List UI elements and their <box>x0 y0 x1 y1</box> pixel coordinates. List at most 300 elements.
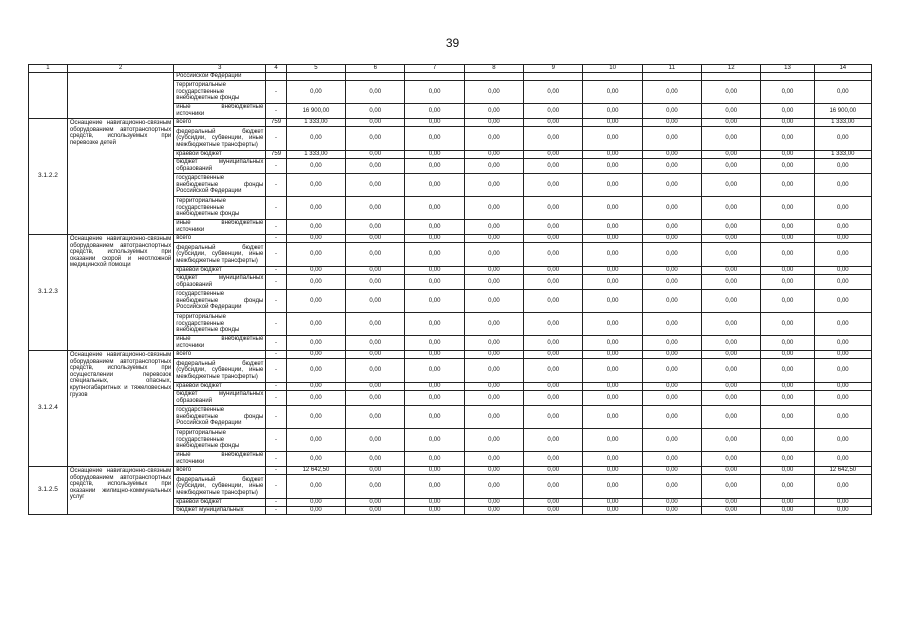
value-cell: 0,00 <box>286 359 345 383</box>
value-cell: 0,00 <box>286 290 345 313</box>
code-cell: - <box>266 351 286 359</box>
value-cell: 0,00 <box>761 174 814 197</box>
value-cell: 0,00 <box>761 104 814 119</box>
code-cell: - <box>266 391 286 406</box>
code-cell: - <box>266 159 286 174</box>
value-cell: 0,00 <box>642 197 701 220</box>
value-cell: 0,00 <box>642 127 701 151</box>
value-cell: 0,00 <box>286 159 345 174</box>
value-cell: 0,00 <box>702 290 761 313</box>
value-cell: 12 642,50 <box>286 467 345 475</box>
value-cell: 0,00 <box>464 351 523 359</box>
column-header: 4 <box>266 65 286 73</box>
value-cell <box>761 73 814 81</box>
value-cell: 0,00 <box>702 359 761 383</box>
value-cell: 0,00 <box>286 220 345 235</box>
value-cell: 0,00 <box>405 452 464 467</box>
item-description-cell: Оснащение навигационно-связным оборудованием автотранспортных средств, используемых при оказании скорой и неотложной медицинской помощи <box>67 235 173 351</box>
code-cell: - <box>266 290 286 313</box>
value-cell: 0,00 <box>524 383 583 391</box>
value-cell: 0,00 <box>346 159 405 174</box>
value-cell: 0,00 <box>524 243 583 267</box>
value-cell: 0,00 <box>405 151 464 159</box>
value-cell: 0,00 <box>464 159 523 174</box>
value-cell: 0,00 <box>346 452 405 467</box>
value-cell: 0,00 <box>405 290 464 313</box>
code-cell: - <box>266 429 286 452</box>
value-cell: 0,00 <box>464 243 523 267</box>
value-cell: 0,00 <box>405 507 464 515</box>
value-cell: 0,00 <box>524 406 583 429</box>
value-cell: 0,00 <box>464 391 523 406</box>
code-cell: - <box>266 81 286 104</box>
value-cell: 0,00 <box>702 275 761 290</box>
funding-source-cell: краевой бюджет <box>174 151 266 159</box>
column-header: 11 <box>642 65 701 73</box>
value-cell: 0,00 <box>583 267 642 275</box>
value-cell: 0,00 <box>405 235 464 243</box>
table-row <box>29 73 872 81</box>
value-cell <box>346 73 405 81</box>
funding-source-cell: Российской Федерации <box>174 73 266 81</box>
value-cell: 0,00 <box>286 235 345 243</box>
value-cell: 0,00 <box>346 197 405 220</box>
value-cell: 0,00 <box>464 290 523 313</box>
code-cell: - <box>266 174 286 197</box>
value-cell: 0,00 <box>583 313 642 336</box>
value-cell: 0,00 <box>524 359 583 383</box>
value-cell: 0,00 <box>524 104 583 119</box>
value-cell: 0,00 <box>761 351 814 359</box>
value-cell: 0,00 <box>286 475 345 499</box>
code-cell: - <box>266 313 286 336</box>
value-cell: 0,00 <box>583 104 642 119</box>
value-cell: 0,00 <box>814 507 871 515</box>
value-cell: 0,00 <box>702 243 761 267</box>
value-cell <box>405 73 464 81</box>
value-cell: 0,00 <box>464 499 523 507</box>
value-cell: 0,00 <box>583 499 642 507</box>
code-cell: - <box>266 243 286 267</box>
value-cell: 0,00 <box>464 467 523 475</box>
value-cell: 0,00 <box>524 151 583 159</box>
value-cell: 0,00 <box>405 119 464 127</box>
column-header: 6 <box>346 65 405 73</box>
value-cell: 0,00 <box>464 507 523 515</box>
value-cell: 0,00 <box>405 467 464 475</box>
funding-source-cell: краевой бюджет <box>174 499 266 507</box>
value-cell: 0,00 <box>405 391 464 406</box>
value-cell: 0,00 <box>583 174 642 197</box>
funding-source-cell: бюджет муниципальных <box>174 507 266 515</box>
value-cell: 0,00 <box>524 267 583 275</box>
value-cell: 0,00 <box>761 290 814 313</box>
value-cell: 0,00 <box>464 429 523 452</box>
value-cell: 0,00 <box>405 499 464 507</box>
value-cell: 0,00 <box>814 351 871 359</box>
code-cell <box>266 73 286 81</box>
value-cell: 0,00 <box>286 507 345 515</box>
value-cell: 0,00 <box>702 127 761 151</box>
value-cell: 0,00 <box>642 507 701 515</box>
value-cell: 0,00 <box>405 104 464 119</box>
value-cell: 0,00 <box>761 359 814 383</box>
value-cell: 0,00 <box>346 359 405 383</box>
item-description-cell: Оснащение навигационно-связным оборудованием автотранспортных средств, используемых при перевозке детей <box>67 119 173 235</box>
value-cell: 0,00 <box>464 104 523 119</box>
value-cell <box>583 73 642 81</box>
value-cell: 0,00 <box>286 243 345 267</box>
code-cell: - <box>266 235 286 243</box>
value-cell: 0,00 <box>642 336 701 351</box>
funding-source-cell: государственные внебюджетные фонды Российской Федерации <box>174 174 266 197</box>
value-cell: 0,00 <box>346 429 405 452</box>
value-cell: 0,00 <box>524 429 583 452</box>
value-cell <box>464 73 523 81</box>
value-cell: 0,00 <box>346 81 405 104</box>
value-cell: 0,00 <box>642 290 701 313</box>
value-cell: 0,00 <box>702 499 761 507</box>
value-cell: 0,00 <box>286 197 345 220</box>
value-cell: 16 900,00 <box>286 104 345 119</box>
funding-source-cell: федеральный бюджет (субсидии, субвенции, иные межбюджетные трансферты) <box>174 475 266 499</box>
value-cell: 0,00 <box>761 220 814 235</box>
value-cell: 0,00 <box>761 235 814 243</box>
funding-source-cell: краевой бюджет <box>174 267 266 275</box>
value-cell: 0,00 <box>814 452 871 467</box>
empty-description-cell <box>67 73 173 119</box>
code-cell: - <box>266 104 286 119</box>
value-cell: 0,00 <box>814 359 871 383</box>
value-cell: 0,00 <box>346 336 405 351</box>
value-cell: 1 333,00 <box>814 119 871 127</box>
value-cell: 0,00 <box>814 475 871 499</box>
value-cell: 0,00 <box>702 220 761 235</box>
column-header: 3 <box>174 65 266 73</box>
value-cell: 0,00 <box>642 275 701 290</box>
item-number-cell: 3.1.2.3 <box>29 235 68 351</box>
value-cell: 0,00 <box>583 383 642 391</box>
budget-table <box>28 64 872 515</box>
value-cell: 0,00 <box>583 275 642 290</box>
funding-source-cell: бюджет муниципальных образований <box>174 275 266 290</box>
table-row <box>29 467 872 475</box>
value-cell: 0,00 <box>583 119 642 127</box>
column-header: 12 <box>702 65 761 73</box>
value-cell: 0,00 <box>642 313 701 336</box>
value-cell: 0,00 <box>761 467 814 475</box>
value-cell: 0,00 <box>702 267 761 275</box>
value-cell: 0,00 <box>405 351 464 359</box>
empty-number-cell <box>29 73 68 119</box>
funding-source-cell: краевой бюджет <box>174 383 266 391</box>
code-cell: - <box>266 359 286 383</box>
value-cell: 0,00 <box>286 81 345 104</box>
value-cell: 1 333,00 <box>814 151 871 159</box>
code-cell: - <box>266 467 286 475</box>
value-cell: 0,00 <box>346 313 405 336</box>
code-cell: - <box>266 275 286 290</box>
value-cell: 0,00 <box>464 475 523 499</box>
value-cell: 0,00 <box>642 174 701 197</box>
funding-source-cell: иные внебюджетные источники <box>174 336 266 351</box>
column-header: 14 <box>814 65 871 73</box>
value-cell: 0,00 <box>814 383 871 391</box>
value-cell: 0,00 <box>346 151 405 159</box>
code-cell: - <box>266 127 286 151</box>
value-cell: 0,00 <box>405 275 464 290</box>
value-cell: 0,00 <box>642 235 701 243</box>
value-cell: 0,00 <box>405 267 464 275</box>
value-cell <box>286 73 345 81</box>
header-row <box>29 65 872 73</box>
value-cell: 0,00 <box>642 119 701 127</box>
value-cell: 0,00 <box>524 351 583 359</box>
value-cell: 0,00 <box>583 467 642 475</box>
value-cell: 0,00 <box>642 220 701 235</box>
value-cell: 0,00 <box>761 406 814 429</box>
value-cell: 0,00 <box>524 391 583 406</box>
funding-source-cell: федеральный бюджет (субсидии, субвенции, иные межбюджетные трансферты) <box>174 243 266 267</box>
value-cell: 0,00 <box>702 507 761 515</box>
value-cell: 0,00 <box>761 452 814 467</box>
value-cell: 0,00 <box>464 235 523 243</box>
value-cell: 0,00 <box>346 290 405 313</box>
value-cell: 0,00 <box>464 119 523 127</box>
item-description-cell: Оснащение навигационно-связным оборудованием автотранспортных средств, используемых при оказании жилищно-коммунальных услуг <box>67 467 173 515</box>
value-cell: 0,00 <box>524 313 583 336</box>
value-cell: 0,00 <box>642 406 701 429</box>
funding-source-cell: территориальные государственные внебюджетные фонды <box>174 429 266 452</box>
value-cell: 0,00 <box>286 383 345 391</box>
value-cell: 0,00 <box>583 351 642 359</box>
value-cell: 0,00 <box>702 174 761 197</box>
value-cell: 0,00 <box>761 267 814 275</box>
value-cell: 0,00 <box>702 336 761 351</box>
column-header: 7 <box>405 65 464 73</box>
value-cell <box>642 73 701 81</box>
code-cell: - <box>266 406 286 429</box>
funding-source-cell: всего <box>174 235 266 243</box>
value-cell: 0,00 <box>642 359 701 383</box>
value-cell: 0,00 <box>524 499 583 507</box>
value-cell: 0,00 <box>464 452 523 467</box>
code-cell: - <box>266 499 286 507</box>
value-cell: 0,00 <box>405 429 464 452</box>
value-cell: 0,00 <box>761 429 814 452</box>
value-cell: 0,00 <box>761 151 814 159</box>
code-cell: - <box>266 383 286 391</box>
value-cell: 0,00 <box>583 406 642 429</box>
value-cell: 0,00 <box>583 507 642 515</box>
value-cell: 0,00 <box>346 119 405 127</box>
value-cell: 0,00 <box>346 104 405 119</box>
value-cell: 0,00 <box>761 391 814 406</box>
value-cell: 0,00 <box>346 475 405 499</box>
funding-source-cell: иные внебюджетные источники <box>174 104 266 119</box>
funding-source-cell: всего <box>174 467 266 475</box>
value-cell: 0,00 <box>464 220 523 235</box>
value-cell: 0,00 <box>464 127 523 151</box>
code-cell: - <box>266 220 286 235</box>
value-cell: 0,00 <box>702 313 761 336</box>
value-cell: 0,00 <box>346 467 405 475</box>
value-cell: 0,00 <box>642 452 701 467</box>
value-cell: 0,00 <box>702 467 761 475</box>
value-cell: 0,00 <box>702 391 761 406</box>
value-cell: 0,00 <box>346 383 405 391</box>
value-cell <box>702 73 761 81</box>
value-cell: 0,00 <box>524 159 583 174</box>
column-header: 8 <box>464 65 523 73</box>
value-cell: 0,00 <box>524 452 583 467</box>
value-cell: 0,00 <box>642 159 701 174</box>
value-cell: 0,00 <box>814 197 871 220</box>
value-cell: 1 333,00 <box>286 119 345 127</box>
value-cell: 0,00 <box>814 275 871 290</box>
value-cell: 0,00 <box>814 235 871 243</box>
value-cell: 0,00 <box>405 336 464 351</box>
value-cell: 0,00 <box>702 159 761 174</box>
value-cell: 0,00 <box>814 313 871 336</box>
value-cell: 0,00 <box>286 174 345 197</box>
value-cell: 0,00 <box>286 336 345 351</box>
table-row <box>29 235 872 243</box>
value-cell: 0,00 <box>286 499 345 507</box>
funding-source-cell: всего <box>174 119 266 127</box>
value-cell: 0,00 <box>761 127 814 151</box>
value-cell: 0,00 <box>524 235 583 243</box>
value-cell <box>814 73 871 81</box>
value-cell: 0,00 <box>286 127 345 151</box>
value-cell: 0,00 <box>405 475 464 499</box>
funding-source-cell: государственные внебюджетные фонды Российской Федерации <box>174 406 266 429</box>
value-cell: 0,00 <box>642 243 701 267</box>
value-cell: 0,00 <box>702 235 761 243</box>
value-cell: 0,00 <box>583 151 642 159</box>
code-cell: - <box>266 475 286 499</box>
value-cell: 0,00 <box>702 104 761 119</box>
value-cell: 0,00 <box>346 267 405 275</box>
page-number: 39 <box>445 36 460 50</box>
value-cell: 0,00 <box>642 267 701 275</box>
value-cell: 0,00 <box>464 313 523 336</box>
code-cell: - <box>266 197 286 220</box>
value-cell: 0,00 <box>405 406 464 429</box>
value-cell: 0,00 <box>524 290 583 313</box>
value-cell: 0,00 <box>814 267 871 275</box>
code-cell: 759 <box>266 151 286 159</box>
value-cell: 0,00 <box>405 383 464 391</box>
value-cell: 0,00 <box>583 220 642 235</box>
value-cell: 0,00 <box>405 127 464 151</box>
value-cell: 0,00 <box>642 81 701 104</box>
value-cell: 0,00 <box>524 220 583 235</box>
value-cell: 0,00 <box>524 127 583 151</box>
value-cell: 0,00 <box>702 475 761 499</box>
value-cell: 0,00 <box>583 81 642 104</box>
value-cell: 0,00 <box>702 151 761 159</box>
value-cell: 0,00 <box>761 159 814 174</box>
column-header: 9 <box>524 65 583 73</box>
value-cell: 0,00 <box>814 220 871 235</box>
value-cell: 0,00 <box>642 151 701 159</box>
value-cell: 0,00 <box>464 383 523 391</box>
value-cell: 0,00 <box>642 475 701 499</box>
item-number-cell: 3.1.2.2 <box>29 119 68 235</box>
funding-source-cell: иные внебюджетные источники <box>174 452 266 467</box>
value-cell: 0,00 <box>405 359 464 383</box>
value-cell: 0,00 <box>761 313 814 336</box>
value-cell: 0,00 <box>524 119 583 127</box>
value-cell: 0,00 <box>464 359 523 383</box>
value-cell: 0,00 <box>464 174 523 197</box>
value-cell: 0,00 <box>761 197 814 220</box>
value-cell: 0,00 <box>464 267 523 275</box>
value-cell: 0,00 <box>761 475 814 499</box>
value-cell: 0,00 <box>524 174 583 197</box>
value-cell: 0,00 <box>583 359 642 383</box>
column-header: 13 <box>761 65 814 73</box>
value-cell: 0,00 <box>464 197 523 220</box>
funding-source-cell: всего <box>174 351 266 359</box>
value-cell: 0,00 <box>346 220 405 235</box>
value-cell: 0,00 <box>583 159 642 174</box>
value-cell: 0,00 <box>814 174 871 197</box>
value-cell: 0,00 <box>814 391 871 406</box>
value-cell: 0,00 <box>346 391 405 406</box>
value-cell: 0,00 <box>464 336 523 351</box>
value-cell: 0,00 <box>346 127 405 151</box>
value-cell: 0,00 <box>761 336 814 351</box>
value-cell: 0,00 <box>761 81 814 104</box>
value-cell: 0,00 <box>286 351 345 359</box>
funding-source-cell: территориальные государственные внебюджетные фонды <box>174 81 266 104</box>
value-cell: 0,00 <box>642 391 701 406</box>
value-cell: 0,00 <box>814 429 871 452</box>
value-cell: 0,00 <box>761 275 814 290</box>
value-cell: 0,00 <box>761 243 814 267</box>
table-row <box>29 351 872 359</box>
code-cell: - <box>266 507 286 515</box>
funding-source-cell: федеральный бюджет (субсидии, субвенции, иные межбюджетные трансферты) <box>174 359 266 383</box>
value-cell: 0,00 <box>702 452 761 467</box>
value-cell: 0,00 <box>642 104 701 119</box>
value-cell: 0,00 <box>286 452 345 467</box>
value-cell: 0,00 <box>524 197 583 220</box>
code-cell: - <box>266 267 286 275</box>
value-cell: 0,00 <box>814 406 871 429</box>
value-cell: 0,00 <box>642 467 701 475</box>
value-cell: 0,00 <box>524 81 583 104</box>
value-cell: 0,00 <box>761 383 814 391</box>
value-cell: 0,00 <box>286 391 345 406</box>
value-cell: 12 642,50 <box>814 467 871 475</box>
funding-source-cell: территориальные государственные внебюджетные фонды <box>174 313 266 336</box>
value-cell: 0,00 <box>702 406 761 429</box>
value-cell: 0,00 <box>583 475 642 499</box>
value-cell: 0,00 <box>642 383 701 391</box>
value-cell: 0,00 <box>642 429 701 452</box>
item-number-cell: 3.1.2.5 <box>29 467 68 515</box>
value-cell: 0,00 <box>346 243 405 267</box>
code-cell: - <box>266 452 286 467</box>
value-cell: 0,00 <box>405 220 464 235</box>
value-cell: 0,00 <box>642 499 701 507</box>
value-cell: 0,00 <box>405 159 464 174</box>
value-cell: 0,00 <box>464 406 523 429</box>
value-cell: 0,00 <box>814 499 871 507</box>
